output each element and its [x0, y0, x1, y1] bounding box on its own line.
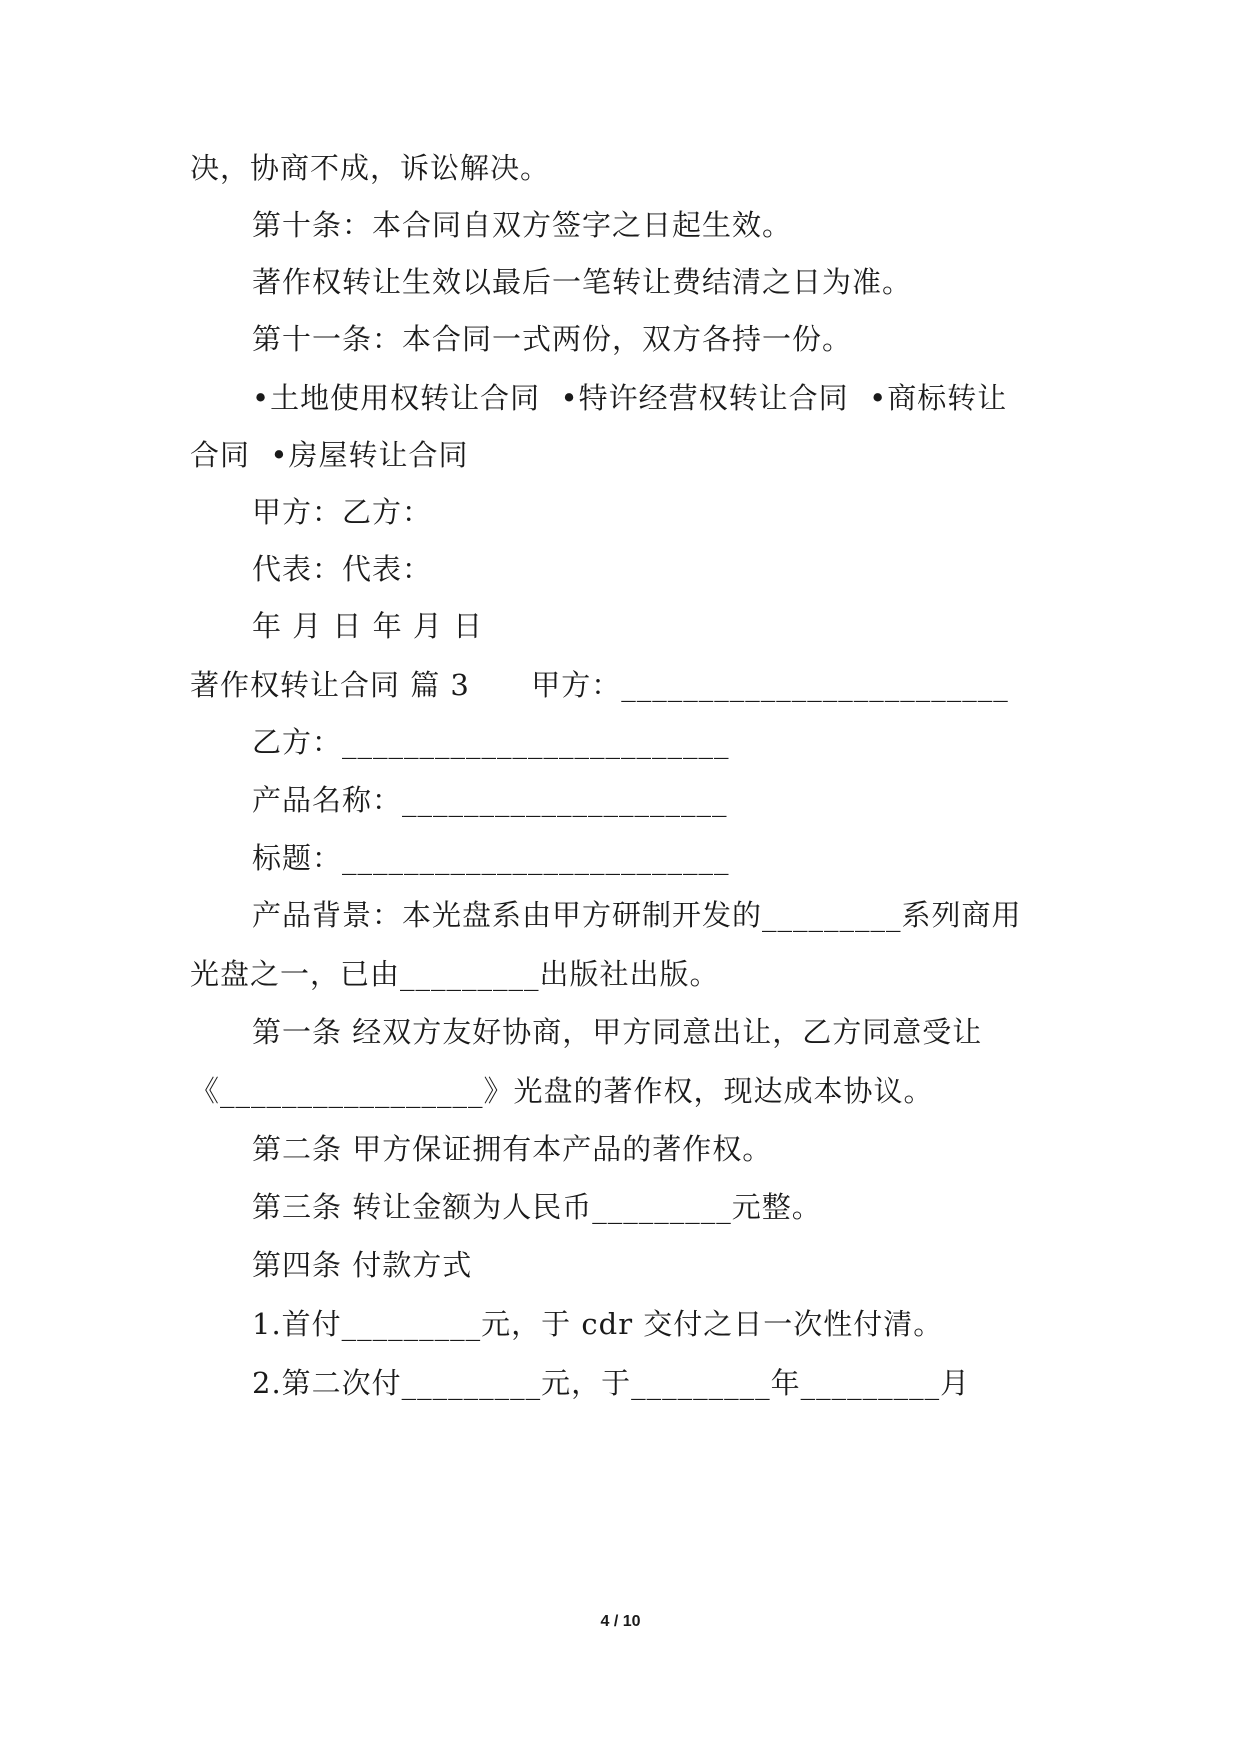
text-line: 著作权转让生效以最后一笔转让费结清之日为准。	[252, 265, 913, 299]
text-line: 第二条 甲方保证拥有本产品的著作权。	[252, 1132, 773, 1166]
text-line: 标题：_________________________	[252, 841, 730, 875]
text-line: 第三条 转让金额为人民币_________元整。	[252, 1190, 822, 1224]
text-line: 年 月 日 年 月 日	[252, 609, 484, 643]
page-number: 4 / 10	[600, 1613, 641, 1630]
text-line: 甲方：乙方：	[252, 495, 433, 529]
text-line: 《_________________》光盘的著作权，现达成本协议。	[190, 1074, 934, 1108]
text-line: 代表：代表：	[252, 552, 433, 586]
text-line: 第十一条：本合同一式两份，双方各持一份。	[252, 322, 853, 356]
text-line: 合同 •房屋转让合同	[190, 438, 469, 472]
text-line: 光盘之一，已由_________出版社出版。	[190, 957, 720, 991]
text-line: 第十条：本合同自双方签字之日起生效。	[252, 208, 793, 242]
section-heading: 著作权转让合同 篇 3 甲方：_________________________	[190, 668, 1009, 702]
text-line: 产品名称：_____________________	[252, 783, 728, 817]
text-line: 第一条 经双方友好协商，甲方同意出让，乙方同意受让	[252, 1015, 983, 1049]
text-line: 乙方：_________________________	[252, 725, 730, 759]
text-line: 第四条 付款方式	[252, 1248, 473, 1282]
text-line: 2.第二次付_________元，于_________年_________月	[252, 1366, 971, 1400]
text-line: 产品背景：本光盘系由甲方研制开发的_________系列商用	[252, 898, 1022, 932]
text-line: 决，协商不成，诉讼解决。	[190, 151, 551, 185]
text-line: 1.首付_________元，于 cdr 交付之日一次性付清。	[252, 1307, 944, 1341]
text-line: •土地使用权转让合同 •特许经营权转让合同 •商标转让	[252, 381, 1008, 415]
